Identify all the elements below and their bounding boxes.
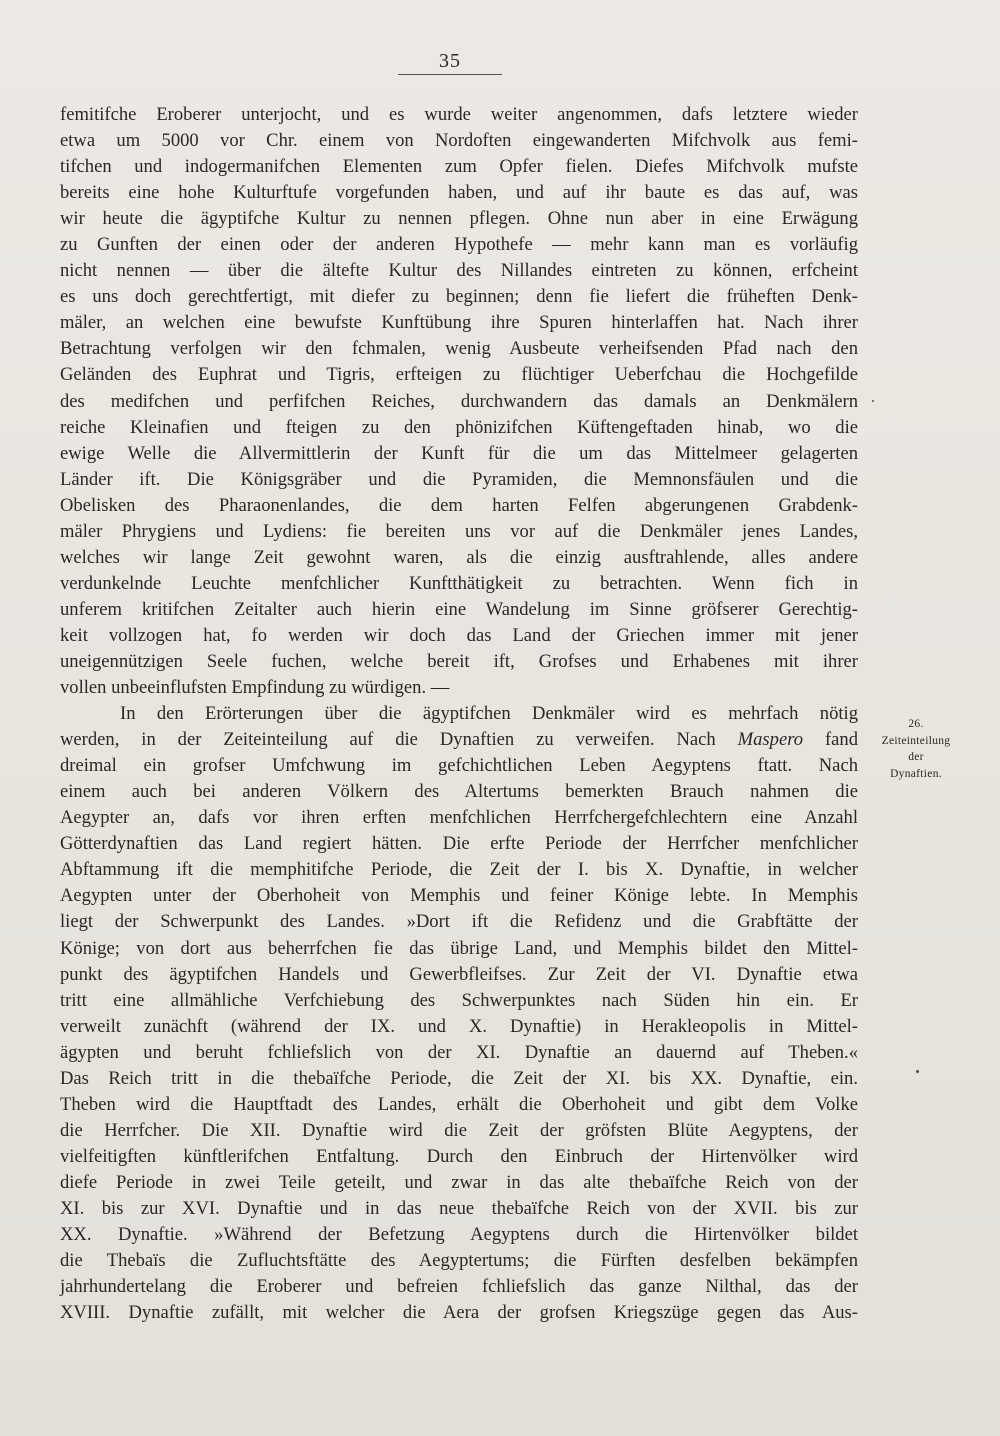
text-line: die Herrfcher. Die XII. Dynaftie wird die Zeit der gröfsten Blüte Aegyptens, der: [60, 1119, 858, 1141]
text-line: wir heute die ägyptifche Kultur zu nennen pflegen. Ohne nun aber in eine Erwägung: [60, 208, 858, 230]
text-line: unferem kritifchen Zeitalter auch hierin eine Wandelung im Sinne gröfserer Gerechtig-: [60, 598, 858, 620]
text-line: welches wir lange Zeit gewohnt waren, als die einzig ausftrahlende, alles andere: [60, 546, 858, 568]
text-line: dreimal ein grofser Umfchwung im gefchichtlichen Leben Aegyptens ftatt. Nach: [60, 755, 858, 777]
text-line: Aegypten unter der Oberhoheit von Memphis und feiner Könige lebte. In Memphis: [60, 885, 858, 907]
margin-note-line: Zeiteinteilung: [881, 734, 951, 747]
text-line: ägypten und beruht fchliefslich von der XI. Dynaftie an dauernd auf Theben.«: [60, 1041, 858, 1063]
text-line: Aegypter an, dafs vor ihren erften menfchlichen Herrfchergefchlechtern eine Anzahl: [60, 807, 858, 829]
text-line: Könige; von dort aus beherrfchen fie das übrige Land, und Memphis bildet den Mittel-: [60, 937, 858, 959]
margin-note-number: 26.: [908, 718, 924, 730]
text-line: Obelisken des Pharaonenlandes, die dem harten Felfen abgerungenen Grabdenk-: [60, 494, 858, 516]
text-line: einem auch bei anderen Völkern des Altertums bemerkten Brauch nahmen die: [60, 781, 858, 803]
text-line: verdunkelnde Leuchte menfchlicher Kunftthätigkeit zu betrachten. Wenn fich in: [60, 572, 858, 594]
author-name-maspero: Maspero: [737, 729, 804, 751]
text-line: [60, 727, 858, 753]
page-number: 35: [439, 50, 461, 72]
text-line: Götterdynaftien das Land regiert hätten. Die erfte Periode der Herrfcher menfchlicher: [60, 833, 858, 855]
text-line: femitifche Eroberer unterjocht, und es wurde weiter angenommen, dafs letztere wieder: [60, 104, 858, 125]
text-line: Das Reich tritt in die thebaïfche Periode, die Zeit der XI. bis XX. Dynaftie, ein.: [60, 1067, 858, 1089]
text-line: Länder ift. Die Königsgräber und die Pyramiden, die Memnonsfäulen und die: [60, 468, 858, 490]
page-number-rule: [398, 74, 502, 75]
paragraph: [60, 701, 858, 1326]
text-line: es uns doch gerechtfertigt, mit diefer zu beginnen; denn fie liefert die früheften Denk-: [60, 286, 858, 308]
text-line: des medifchen und perfifchen Reiches, durchwandern das damals an Denkmälern: [60, 390, 858, 412]
text-line: punkt des ägyptifchen Handels und Gewerbfleifses. Zur Zeit der VI. Dynaftie etwa: [60, 963, 858, 985]
text-line: jahrhundertelang die Eroberer und befreien fchliefslich das ganze Nilthal, das der: [60, 1276, 858, 1298]
text-line: tifchen und indogermanifchen Elementen zum Opfer fielen. Diefes Mifchvolk mufste: [60, 156, 858, 178]
text-line: tritt eine allmähliche Verfchiebung des Schwerpunktes nach Süden hin ein. Er: [60, 989, 858, 1011]
paragraph: [60, 102, 858, 701]
ink-speck: [872, 400, 874, 402]
text-line: XVIII. Dynaftie zufällt, mit welcher die Aera der grofsen Kriegszüge gegen das Aus-: [60, 1302, 858, 1324]
text-fragment: fand: [803, 729, 859, 751]
text-line: XX. Dynaftie. »Während der Befetzung Aegyptens durch die Hirtenvölker bildet: [60, 1224, 858, 1246]
text-line: ewige Welle die Allvermittlerin der Kunft für die um das Mittelmeer gelagerten: [60, 442, 858, 464]
text-line: Betrachtung verfolgen wir den fchmalen, wenig Ausbeute verheifsenden Pfad nach den: [60, 338, 858, 360]
text-line: keit vollzogen hat, fo werden wir doch das Land der Griechen immer mit jener: [60, 624, 858, 646]
text-line: etwa um 5000 vor Chr. einem von Nordoften eingewanderten Mifchvolk aus femi-: [60, 130, 858, 152]
text-line: Abftammung ift die memphitifche Periode, die Zeit der I. bis X. Dynaftie, in welcher: [60, 859, 858, 881]
text-line: liegt der Schwerpunkt des Landes. »Dort ift die Refidenz und die Grabftätte der: [60, 911, 858, 933]
margin-note-line: Dynaftien.: [890, 767, 942, 780]
text-line: XI. bis zur XVI. Dynaftie und in das neue thebaïfche Reich von der XVII. bis zur: [60, 1197, 858, 1219]
text-line: In den Erörterungen über die ägyptifchen Denkmäler wird es mehrfach nötig: [120, 703, 858, 725]
body-text: [60, 102, 858, 1326]
text-fragment: werden, in der Zeiteinteilung auf die Dynaftien zu verweifen. Nach: [60, 729, 738, 751]
text-line: diefe Periode in zwei Teile geteilt, und zwar in das alte thebaïfche Reich von der: [60, 1171, 858, 1193]
text-line: nicht nennen — über die ältefte Kultur des Nillandes eintreten zu können, erfcheint: [60, 260, 858, 282]
text-line: zu Gunften der einen oder der anderen Hypothefe — mehr kann man es vorläufig: [60, 234, 858, 256]
ink-speck: [916, 1070, 919, 1073]
text-line: reiche Kleinafien und fteigen zu den phönizifchen Küftengeftaden hinab, wo die: [60, 416, 858, 438]
text-line: mäler, an welchen eine bewufste Kunftübung ihre Spuren hinterlaffen hat. Nach ihrer: [60, 312, 858, 334]
text-line: Geländen des Euphrat und Tigris, erfteigen zu flüchtiger Ueberfchau die Hochgefilde: [60, 364, 858, 386]
text-line: verweilt zunächft (während der IX. und X. Dynaftie) in Herakleopolis in Mittel-: [60, 1015, 858, 1037]
text-line: Theben wird die Hauptftadt des Landes, erhält die Oberhoheit und gibt dem Volke: [60, 1093, 858, 1115]
text-line: mäler Phrygiens und Lydiens: fie bereiten uns vor auf die Denkmäler jenes Landes,: [60, 520, 858, 542]
margin-note: [864, 716, 968, 782]
text-line: vielfeitigften künftlerifchen Entfaltung. Durch den Einbruch der Hirtenvölker wird: [60, 1145, 858, 1167]
text-line: die Thebaïs die Zufluchtsftätte des Aegyptertums; die Fürften desfelben bekämpfen: [60, 1250, 858, 1272]
text-line: uneigennützigen Seele fuchen, welche bereit ift, Grofses und Erhabenes mit ihrer: [60, 650, 858, 672]
text-line: vollen unbeeinflufsten Empfindung zu würdigen. —: [60, 677, 450, 699]
text-line: bereits eine hohe Kulturftufe vorgefunden haben, und auf ihr baute es das auf, was: [60, 182, 858, 204]
margin-note-line: der: [908, 751, 924, 763]
